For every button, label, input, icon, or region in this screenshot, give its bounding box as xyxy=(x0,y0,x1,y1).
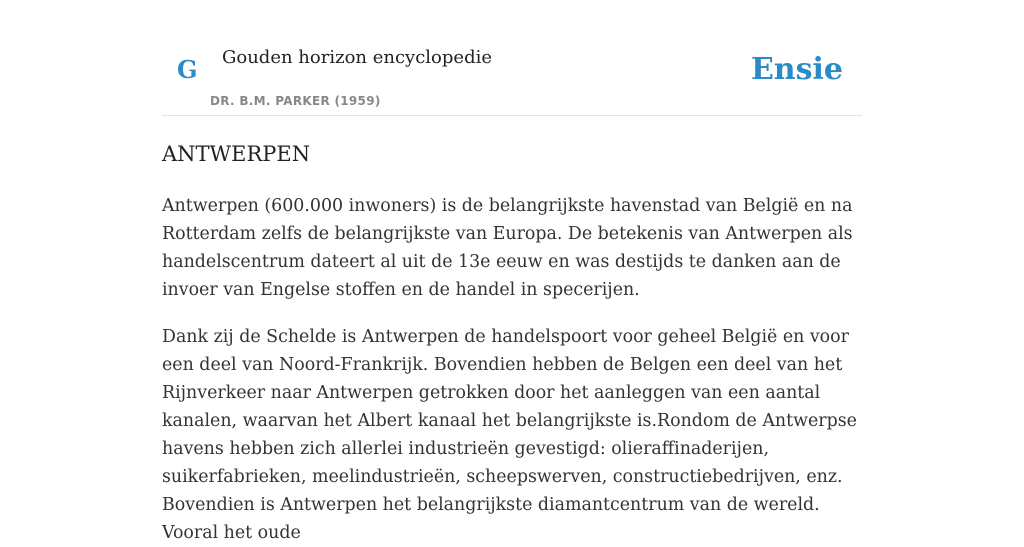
book-logo-icon[interactable]: G xyxy=(177,55,198,84)
article xyxy=(162,138,862,547)
book-author: DR. B.M. PARKER (1959) xyxy=(210,94,381,108)
article-title: ANTWERPEN xyxy=(162,142,311,166)
header xyxy=(162,0,862,116)
book-title[interactable]: Gouden horizon encyclopedie xyxy=(222,47,492,68)
article-paragraph: Dank zij de Schelde is Antwerpen de handelspoort voor geheel België en voor een deel van Noord-Frankrijk. Bovendien hebben de Belgen een deel van het Rijnverkeer naar Antwerpen getrokken door het aanleggen van een aantal kanalen, waarvan het Albert kanaal het belangrijkste is.Rondom de Antwerpse havens hebben zich allerlei industrieën gevestigd: olieraffinaderijen, suikerfabrieken, meelindustrieën, scheepswerven, constructiebedrijven, enz. Bovendien is Antwerpen het belangrijkste diamantcentrum van de wereld. Vooral het oude xyxy=(162,327,857,543)
article-paragraph: Antwerpen (600.000 inwoners) is de belangrijkste havenstad van België en na Rotterdam zelfs de belangrijkste van Europa. De betekenis van Antwerpen als handelscentrum dateert al uit de 13e eeuw en was destijds te danken aan de invoer van Engelse stoffen en de handel in specerijen. xyxy=(162,196,853,300)
ensie-logo-link[interactable]: Ensie xyxy=(750,52,843,87)
